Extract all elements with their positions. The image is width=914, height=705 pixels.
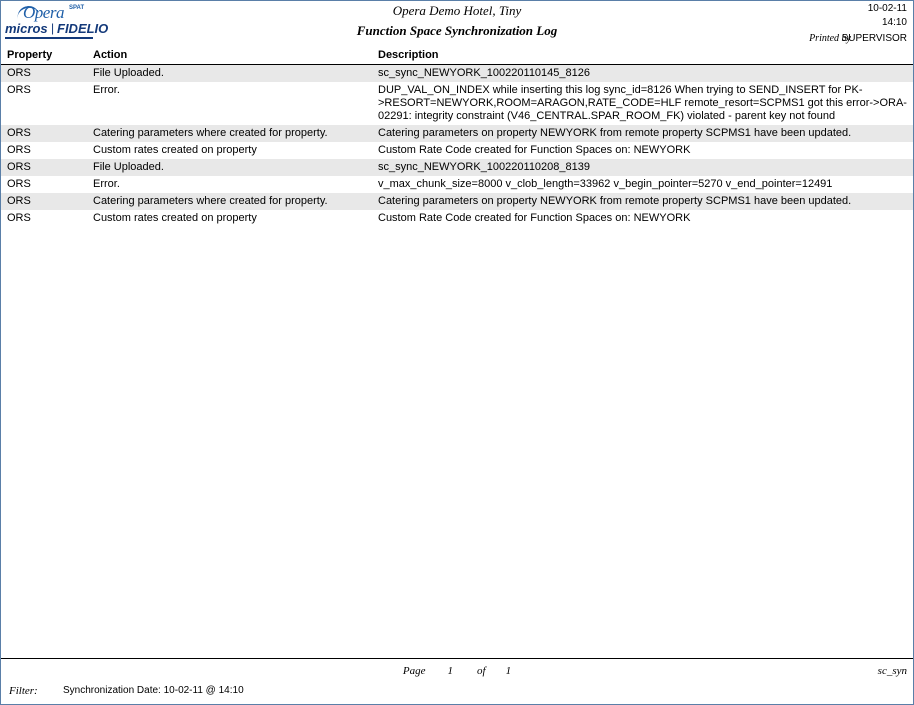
cell-action: Custom rates created on property bbox=[93, 144, 257, 156]
cell-property: ORS bbox=[1, 193, 87, 210]
page-of-label: of bbox=[477, 665, 486, 677]
report-time: 14:10 bbox=[881, 17, 907, 28]
report-date: 10-02-11 bbox=[867, 3, 907, 14]
micros-wordmark: micros bbox=[5, 21, 48, 36]
cell-description: Catering parameters on property NEWYORK from remote property SCPMS1 have been updated. bbox=[372, 125, 913, 142]
cell-action: File Uploaded. bbox=[87, 159, 372, 176]
page-title: Function Space Synchronization Log bbox=[356, 23, 558, 38]
table-row bbox=[1, 65, 913, 83]
cell-description: v_max_chunk_size=8000 v_clob_length=33962 v_begin_pointer=5270 v_end_pointer=12491 bbox=[378, 178, 833, 190]
table-row bbox=[1, 82, 913, 125]
cell-description: Catering parameters on property NEWYORK from remote property SCPMS1 have been updated. bbox=[372, 193, 913, 210]
cell-property: ORS bbox=[7, 84, 31, 96]
report-header bbox=[1, 1, 913, 47]
printed-by-value: SUPERVISOR bbox=[841, 33, 907, 44]
cell-property: ORS bbox=[7, 212, 31, 224]
table-row bbox=[1, 125, 913, 142]
table-row bbox=[1, 210, 913, 227]
cell-action: Custom rates created on property bbox=[93, 212, 257, 224]
filter-value: Synchronization Date: 10-02-11 @ 14:10 bbox=[63, 685, 244, 696]
hotel-name: Opera Demo Hotel, Tiny bbox=[392, 3, 522, 18]
table-row bbox=[1, 176, 913, 193]
column-header-description: Description bbox=[372, 47, 913, 65]
cell-property: ORS bbox=[7, 178, 31, 190]
synchronization-log-table bbox=[1, 47, 913, 227]
cell-description: sc_sync_NEWYORK_100220110208_8139 bbox=[372, 159, 913, 176]
fidelio-wordmark: FIDELIO bbox=[57, 21, 109, 36]
page-label: Page bbox=[402, 665, 426, 677]
opera-spat-superscript: SPAT bbox=[69, 5, 85, 11]
cell-description: DUP_VAL_ON_INDEX while inserting this log sync_id=8126 When trying to SEND_INSERT for PK->RESORT=NEWYORK,ROOM=ARAGON,RATE_CODE=HLF remote_resort=SCPMS1 got this error->ORA-02291: integrity constraint (V46_CENTRAL.SPAR_ROOM_FK) violated - parent key not found bbox=[378, 84, 907, 122]
page-number: 1 bbox=[447, 665, 454, 677]
page-total: 1 bbox=[505, 665, 512, 677]
page-indicator bbox=[1, 665, 913, 677]
report-footer bbox=[1, 659, 913, 704]
table-row bbox=[1, 193, 913, 210]
cell-description: Custom Rate Code created for Function Spaces on: NEWYORK bbox=[378, 144, 691, 156]
cell-property: ORS bbox=[1, 159, 87, 176]
cell-property: ORS bbox=[1, 65, 87, 83]
column-header-property: Property bbox=[1, 47, 87, 65]
report-code: sc_syn bbox=[877, 665, 907, 677]
cell-description: sc_sync_NEWYORK_100220110145_8126 bbox=[372, 65, 913, 83]
cell-property: ORS bbox=[7, 144, 31, 156]
table-row bbox=[1, 142, 913, 159]
table-header-row bbox=[1, 47, 913, 65]
cell-action: Error. bbox=[93, 84, 120, 96]
cell-action: Catering parameters where created for property. bbox=[87, 125, 372, 142]
filter-label: Filter: bbox=[9, 685, 38, 697]
table-row bbox=[1, 159, 913, 176]
cell-action: File Uploaded. bbox=[87, 65, 372, 83]
cell-action: Catering parameters where created for property. bbox=[87, 193, 372, 210]
log-table-container bbox=[1, 47, 913, 656]
cell-description: Custom Rate Code created for Function Spaces on: NEWYORK bbox=[378, 212, 691, 224]
logo-separator: | bbox=[51, 21, 55, 35]
opera-wordmark: Opera bbox=[23, 3, 64, 22]
cell-action: Error. bbox=[93, 178, 120, 190]
cell-property: ORS bbox=[1, 125, 87, 142]
column-header-action: Action bbox=[87, 47, 372, 65]
printed-by-label: Printed by bbox=[809, 33, 851, 44]
